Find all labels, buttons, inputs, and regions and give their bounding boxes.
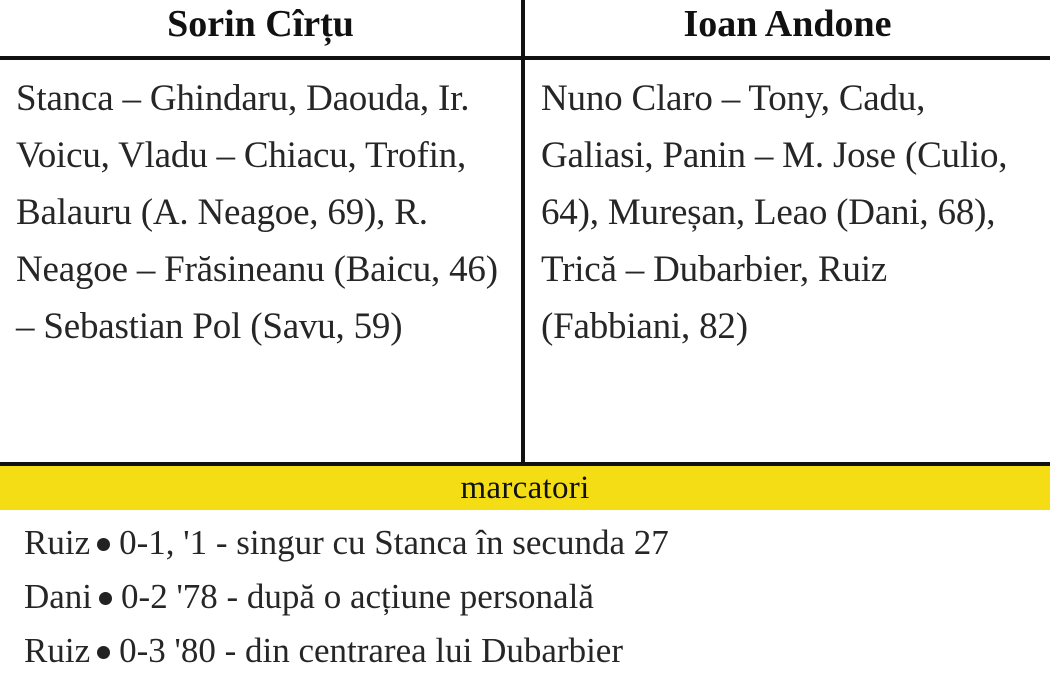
coach-cell-home <box>0 0 525 56</box>
scorers-banner-label: marcatori <box>460 469 590 506</box>
scorer-detail: 0-3 '80 - din centrarea lui Dubarbier <box>119 631 623 670</box>
scorer-name: Ruiz <box>24 523 91 562</box>
bullet-icon <box>97 538 110 551</box>
scorers-banner <box>0 466 1050 510</box>
scorer-detail: 0-1, '1 - singur cu Stanca în secunda 27 <box>119 523 669 562</box>
lineup-row <box>0 60 1050 466</box>
scorers-list <box>0 510 1050 670</box>
coach-name-away: Ioan Andone <box>683 3 892 45</box>
scorer-detail: 0-2 '78 - după o acțiune personală <box>121 577 594 616</box>
scorer-entry <box>24 516 1026 570</box>
lineup-cell-home <box>0 60 525 462</box>
scorer-entry <box>24 624 1026 670</box>
scorer-entry <box>24 570 1026 624</box>
bullet-icon <box>99 592 112 605</box>
bullet-icon <box>97 646 110 659</box>
coach-cell-away <box>525 0 1050 56</box>
lineup-text-home: Stanca – Ghindaru, Daouda, Ir. Voicu, Vladu – Chiacu, Trofin, Balauru (A. Neagoe, 69), R. Neagoe – Frăsineanu (Baicu, 46) – Sebastian Pol (Savu, 59) <box>16 78 507 347</box>
scorer-name: Ruiz <box>24 631 91 670</box>
lineup-text-away: Nuno Claro – Tony, Cadu, Galiasi, Panin – M. Jose (Culio, 64), Mureșan, Leao (Dani, 68), Trică – Dubarbier, Ruiz (Fabbiani, 82) <box>541 78 1017 347</box>
lineup-cell-away <box>525 60 1050 462</box>
scorer-name: Dani <box>24 577 93 616</box>
coach-name-row <box>0 0 1050 60</box>
coach-name-home: Sorin Cîrțu <box>167 3 354 45</box>
